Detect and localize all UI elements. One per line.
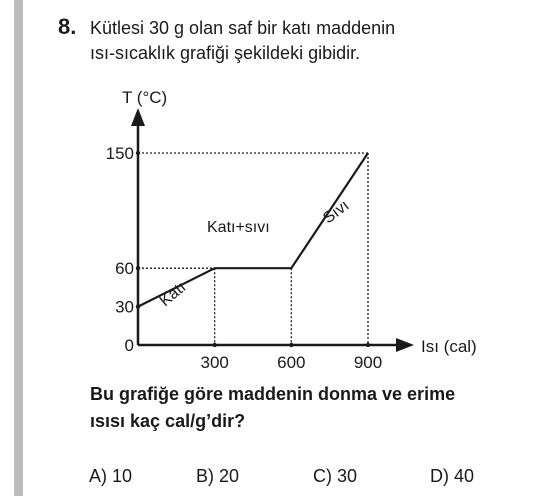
y-tick-label-0: 0 bbox=[124, 336, 134, 355]
choice-b-letter: B) bbox=[196, 466, 214, 486]
choice-d[interactable] bbox=[430, 466, 474, 487]
choice-a-value: 10 bbox=[112, 466, 133, 486]
y-axis-label: T (°C) bbox=[122, 88, 168, 107]
choice-d-letter: D) bbox=[430, 466, 449, 486]
tick-dot-150 bbox=[136, 151, 140, 155]
choice-c-value: 30 bbox=[337, 466, 358, 486]
choice-b[interactable] bbox=[196, 466, 239, 487]
choice-d-value: 40 bbox=[454, 466, 475, 486]
question-number: 8. bbox=[58, 14, 77, 39]
x-tick-label-600: 600 bbox=[277, 353, 306, 372]
segment-label-kati-sivi: Katı+sıvı bbox=[207, 219, 270, 236]
choice-c[interactable] bbox=[313, 466, 357, 487]
segment-label-kati: Katı bbox=[156, 278, 190, 311]
tick-dot-30 bbox=[136, 304, 140, 308]
y-tick-label-30: 30 bbox=[115, 297, 134, 317]
x-axis-arrow bbox=[396, 338, 414, 352]
tick-dot-900 bbox=[366, 343, 370, 347]
segment-label-sivi: Sıvı bbox=[320, 197, 353, 228]
x-axis-label: Isı (cal) bbox=[421, 337, 477, 356]
y-tick-label-60: 60 bbox=[115, 259, 134, 279]
choice-a-letter: A) bbox=[89, 466, 107, 486]
question-text-line-2: ısı-sıcaklık grafiği şekildeki gibidir. bbox=[90, 43, 361, 63]
x-tick-label-900: 900 bbox=[353, 353, 383, 372]
tick-dot-600 bbox=[289, 343, 293, 347]
question-prompt-line-2: ısısı kaç cal/g’dir? bbox=[90, 411, 246, 431]
question-text-line-1: Kütlesi 30 g olan saf bir katı maddenin bbox=[90, 18, 396, 38]
tick-dot-60 bbox=[136, 266, 140, 270]
x-tick-label-300: 300 bbox=[200, 353, 229, 372]
y-tick-label-150: 150 bbox=[105, 144, 134, 163]
question-prompt-line-1: Bu grafiğe göre maddenin donma ve erime bbox=[90, 384, 456, 404]
choice-c-letter: C) bbox=[313, 466, 332, 486]
choice-a[interactable] bbox=[89, 466, 132, 487]
choice-b-value: 20 bbox=[219, 466, 240, 486]
tick-dot-300 bbox=[212, 343, 216, 347]
y-axis-arrow bbox=[131, 108, 145, 126]
